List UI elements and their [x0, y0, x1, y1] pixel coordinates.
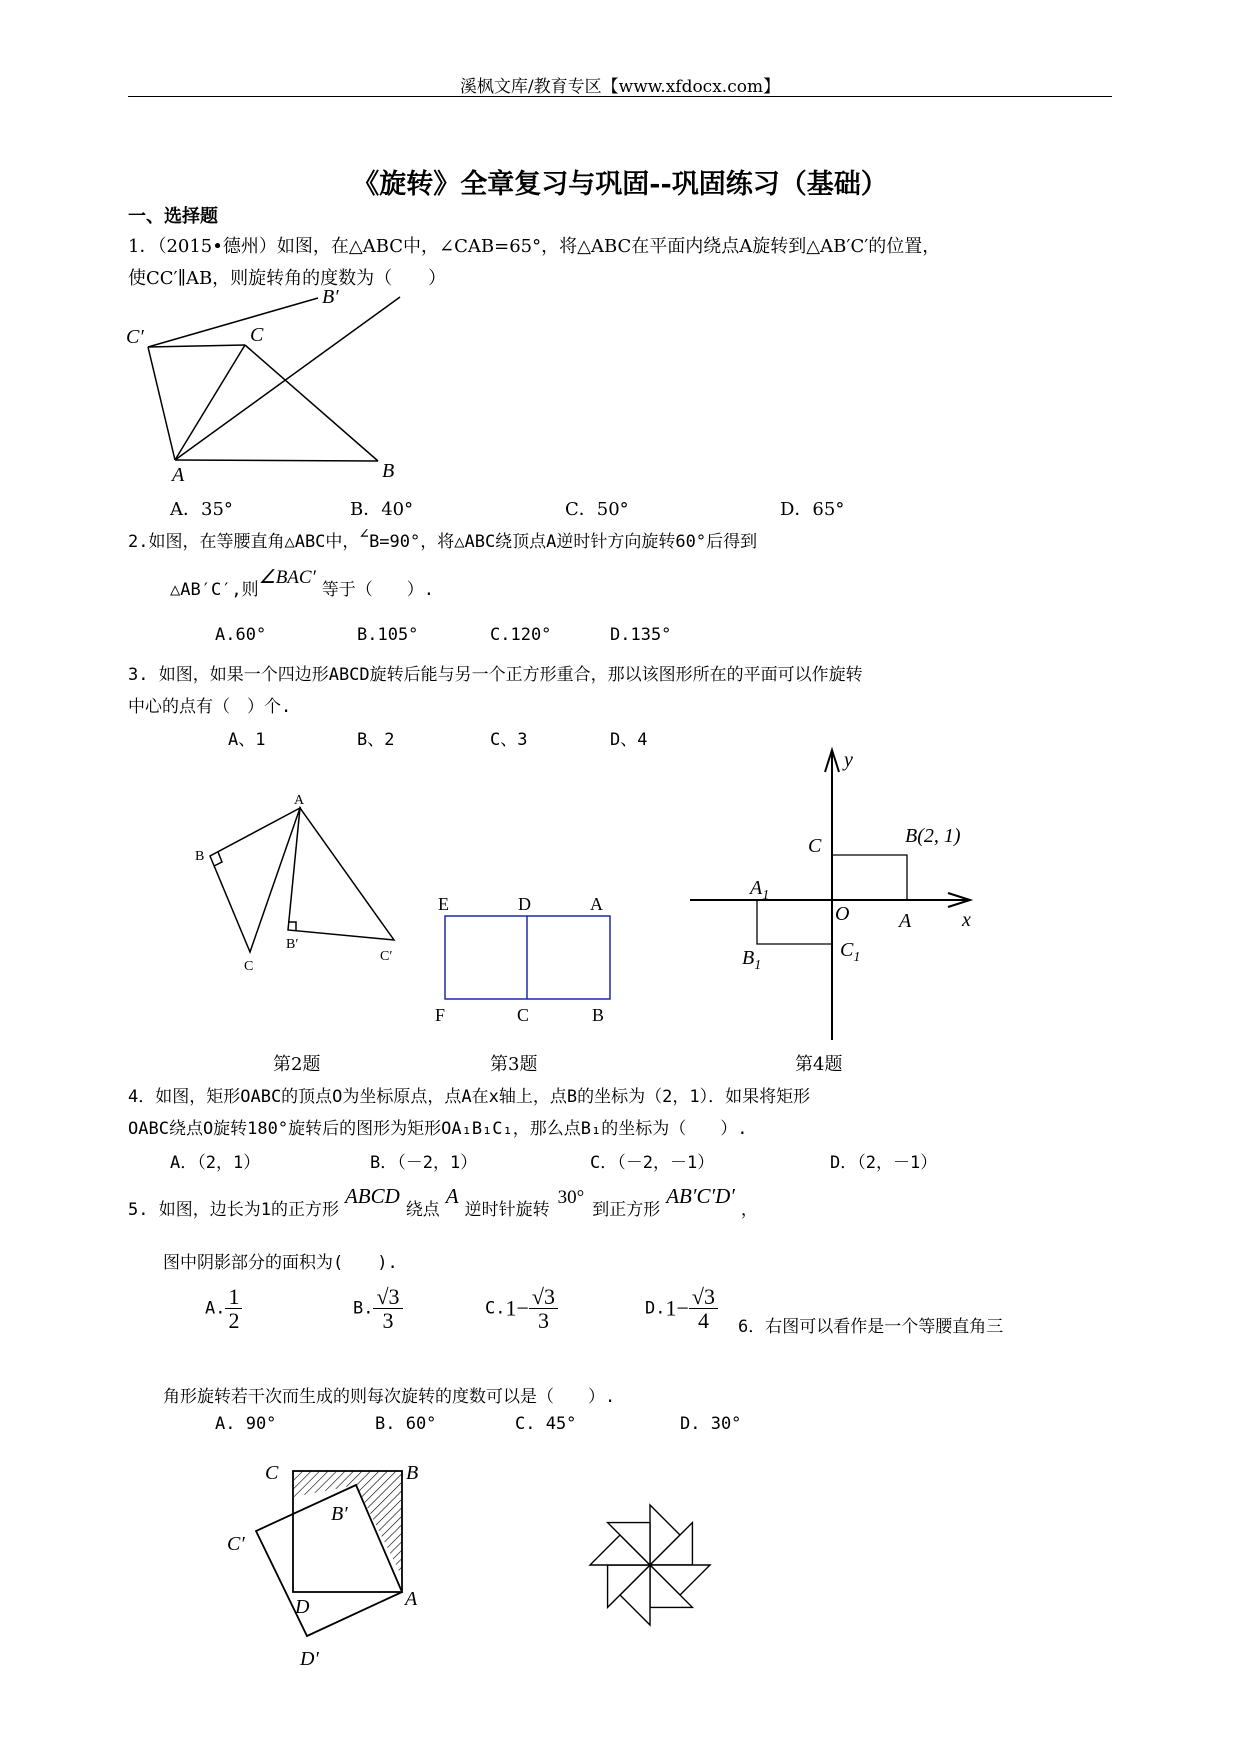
- page-header: 溪枫文库/教育专区【www.xfdocx.com】: [459, 77, 781, 97]
- q1-label-a: A: [172, 464, 185, 486]
- q4-label-b1-main: B: [742, 947, 755, 969]
- q4-label-c1-sub: 1: [853, 950, 861, 965]
- q1-label-b-prime: B′: [322, 286, 339, 308]
- q6-option-a[interactable]: A. 90°: [215, 1414, 277, 1434]
- q1-option-c[interactable]: C．50°: [565, 499, 629, 520]
- q5-math-angle: 30°: [557, 1187, 585, 1208]
- q2-label-b-prime: B′: [286, 937, 299, 952]
- q1-label-c: C: [250, 324, 264, 346]
- q6-option-b[interactable]: B. 60°: [375, 1414, 437, 1434]
- q4-label-o: O: [835, 903, 850, 925]
- q2-label-c-prime: C′: [380, 949, 393, 964]
- q2-angle-symbol: ∠: [359, 524, 370, 543]
- q4-option-c[interactable]: C．（－2，－1）: [590, 1153, 715, 1173]
- q5-text-4: 到正方形: [592, 1200, 661, 1220]
- q5-text-1: 5. 如图，边长为1的正方形: [128, 1200, 339, 1220]
- q4-label-b1: [742, 947, 761, 973]
- q1-line1: 1．（2015•德州）如图，在△ABC中，∠CAB=65°，将△ABC在平面内绕点A旋转到△AB′C′的位置，: [128, 236, 941, 257]
- q2-option-c[interactable]: C.120°: [490, 625, 552, 645]
- q5-line1: [128, 1184, 758, 1221]
- q2-figure: [180, 790, 410, 980]
- q5-label-b-prime: B′: [331, 1503, 348, 1525]
- q4-label-c1: [840, 939, 860, 965]
- q1-label-b: B: [382, 460, 395, 482]
- q5-option-b-fraction: [373, 1285, 402, 1332]
- q3-label-c: C: [517, 1005, 530, 1025]
- q5-option-d-num: √3: [689, 1285, 718, 1309]
- q6-option-d[interactable]: D. 30°: [680, 1414, 742, 1434]
- q2-option-b[interactable]: B.105°: [357, 625, 419, 645]
- q5-text-2: 绕点: [405, 1200, 440, 1220]
- q5-option-a[interactable]: [205, 1285, 242, 1332]
- q3-line2: 中心的点有（ ）个.: [128, 697, 292, 717]
- q4-label-b1-sub: 1: [754, 958, 762, 973]
- q5-option-d[interactable]: [645, 1285, 718, 1332]
- q3-option-c[interactable]: C、3: [490, 730, 528, 750]
- q5-option-d-label: D.: [645, 1298, 666, 1319]
- q2-line1-text: 2.如图，在等腰直角△ABC中，: [128, 532, 360, 552]
- q1-label-c-prime: C′: [126, 326, 144, 348]
- caption-q3: 第3题: [490, 1054, 538, 1075]
- q3-label-b: B: [592, 1005, 605, 1025]
- header-divider: [128, 96, 1112, 97]
- q1-line2: 使CC′∥AB，则旋转角的度数为（ ）: [128, 268, 447, 289]
- q4-label-b: B(2, 1): [905, 825, 961, 847]
- q3-option-a[interactable]: A、1: [228, 730, 266, 750]
- q5-option-b[interactable]: [353, 1285, 403, 1332]
- q4-option-b[interactable]: B．（－2，1）: [370, 1153, 478, 1173]
- q4-label-a1-main: A: [750, 877, 763, 899]
- q4-label-y: y: [844, 749, 853, 771]
- q6-pinwheel-figure: [580, 1495, 720, 1635]
- q6-line1: 6．右图可以看作是一个等腰直角三: [738, 1317, 1004, 1337]
- q4-label-a: A: [899, 910, 912, 932]
- q3-label-d: D: [518, 894, 531, 914]
- q1-option-d[interactable]: D．65°: [780, 499, 845, 520]
- q5-option-b-label: B.: [353, 1298, 374, 1319]
- q2-label-c: C: [244, 959, 254, 974]
- q5-figure: [225, 1455, 445, 1670]
- q2-line2: [170, 567, 434, 601]
- q4-label-c1-main: C: [840, 939, 854, 961]
- q5-option-c-fraction: [529, 1285, 558, 1332]
- q5-label-c: C: [265, 1462, 279, 1484]
- caption-q2: 第2题: [273, 1054, 321, 1075]
- q2-line1: [128, 524, 758, 552]
- q2-line1b-text: B=90°，将△ABC绕顶点A逆时针方向旋转60°后得到: [369, 532, 758, 552]
- q2-expr: ∠BAC′: [258, 567, 316, 588]
- q5-text-5: ，: [740, 1200, 758, 1220]
- q2-line2a-text: △AB′C′,则: [170, 580, 259, 600]
- q5-option-c-label: C.: [485, 1298, 506, 1319]
- section-heading: 一、选择题: [128, 206, 218, 227]
- q5-option-d-pre: 1−: [665, 1295, 689, 1321]
- q3-label-a: A: [590, 894, 603, 914]
- q5-option-b-den: 3: [382, 1308, 394, 1334]
- q2-line2b-text: 等于（ ）.: [321, 580, 434, 600]
- q2-label-b: B: [195, 849, 205, 864]
- q5-label-a: A: [405, 1588, 418, 1610]
- q1-figure: [120, 285, 420, 485]
- q5-text-3: 逆时针旋转: [464, 1200, 550, 1220]
- q1-option-b[interactable]: B．40°: [350, 499, 414, 520]
- q4-option-d[interactable]: D．（2，－1）: [830, 1153, 938, 1173]
- q3-label-f: F: [435, 1005, 446, 1025]
- q3-option-d[interactable]: D、4: [610, 730, 648, 750]
- q4-option-a[interactable]: A．（2，1）: [170, 1153, 261, 1173]
- q5-option-b-num: √3: [373, 1285, 402, 1309]
- q3-option-b[interactable]: B、2: [357, 730, 395, 750]
- q5-line2: 图中阴影部分的面积为( ).: [163, 1253, 398, 1273]
- q2-label-a: A: [294, 793, 305, 808]
- q4-label-a1-sub: 1: [762, 888, 770, 903]
- q5-label-d-prime: D′: [300, 1648, 319, 1670]
- q5-option-d-fraction: [689, 1285, 718, 1332]
- q5-option-a-fraction: [225, 1285, 242, 1332]
- q3-line1: 3. 如图，如果一个四边形ABCD旋转后能与另一个正方形重合，那以该图形所在的平面可以作旋转: [128, 665, 863, 685]
- q5-option-a-num: 1: [225, 1285, 242, 1309]
- caption-q4: 第4题: [795, 1054, 843, 1075]
- q5-label-d: D: [295, 1596, 310, 1618]
- q5-math-abcd: ABCD: [344, 1184, 400, 1208]
- q5-label-b: B: [406, 1462, 419, 1484]
- q5-option-c-num: √3: [529, 1285, 558, 1309]
- q5-option-c-pre: 1−: [505, 1295, 529, 1321]
- q3-label-e: E: [438, 894, 449, 914]
- q5-option-d-den: 4: [697, 1308, 709, 1334]
- q4-figure: [690, 750, 990, 1040]
- q5-option-a-label: A.: [205, 1298, 226, 1319]
- q4-line1: 4．如图，矩形OABC的顶点O为坐标原点，点A在x轴上，点B的坐标为（2，1）．如果将矩形: [128, 1087, 811, 1107]
- q2-option-d[interactable]: D.135°: [610, 625, 672, 645]
- q5-label-c-prime: C′: [227, 1533, 245, 1555]
- q5-option-a-den: 2: [228, 1308, 240, 1334]
- q3-figure: [430, 890, 630, 1030]
- q6-line2: 角形旋转若干次而生成的则每次旋转的度数可以是（ ）.: [163, 1387, 616, 1407]
- pinwheel-blades: [586, 1501, 713, 1628]
- q2-option-a[interactable]: A.60°: [215, 625, 267, 645]
- q6-option-c[interactable]: C. 45°: [515, 1414, 577, 1434]
- q4-line2: OABC绕点O旋转180°旋转后的图形为矩形OA₁B₁C₁，那么点B₁的坐标为（ ）.: [128, 1119, 748, 1139]
- q1-option-a[interactable]: A．35°: [170, 499, 233, 520]
- q4-label-c: C: [808, 835, 822, 857]
- page-title: 《旋转》全章复习与巩固--巩固练习（基础）: [352, 169, 888, 200]
- q4-label-x: x: [962, 909, 971, 931]
- q5-math-abcd-prime: AB′C′D′: [666, 1184, 735, 1208]
- q5-math-a: A: [445, 1184, 459, 1208]
- q5-option-c[interactable]: [485, 1285, 558, 1332]
- q5-option-c-den: 3: [537, 1308, 549, 1334]
